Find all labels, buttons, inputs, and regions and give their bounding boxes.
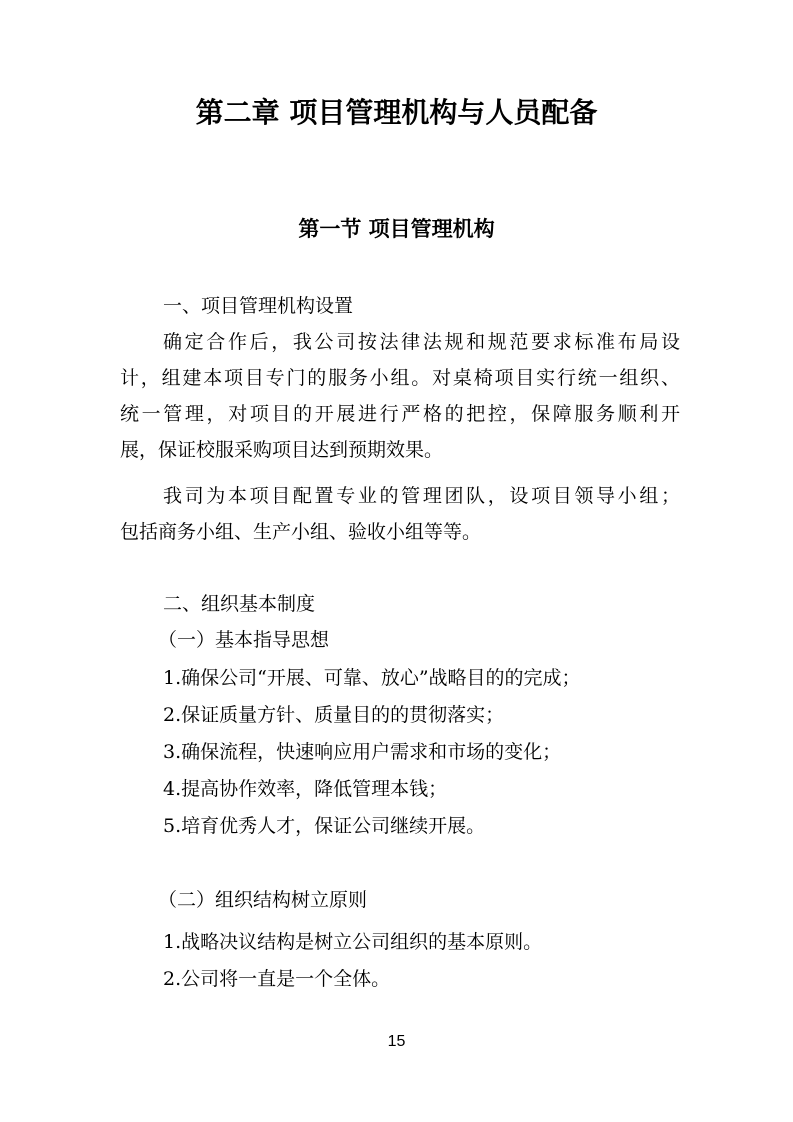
paragraph-line: 我司为本项目配置专业的管理团队，设项目领导小组； [163,485,680,507]
paragraph-line: 统一管理，对项目的开展进行严格的把控，保障服务顺利开 [120,403,680,425]
list-item: 1.确保公司“开展、可靠、放心”战略目的的完成； [163,667,581,689]
list-item: 3.确保流程，快速响应用户需求和市场的变化； [163,741,562,763]
paragraph-line: 确定合作后，我公司按法律法规和规范要求标准布局设 [163,331,680,353]
page-number: 15 [387,1033,406,1050]
paragraph-line: 包括商务小组、生产小组、验收小组等等。 [120,521,482,543]
heading-org-setup: 一、项目管理机构设置 [163,295,354,317]
list-item: 5.培育优秀人才，保证公司继续开展。 [163,815,486,837]
list-item: 2.保证质量方针、质量目的的贯彻落实； [163,704,505,726]
paragraph-line: 展，保证校服采购项目达到预期效果。 [120,439,444,461]
section-title: 第一节 项目管理机构 [298,217,495,241]
list-item: 4.提高协作效率，降低管理本钱； [163,778,448,800]
heading-org-system: 二、组织基本制度 [163,593,316,615]
list-item: 2.公司将一直是一个全体。 [163,968,391,990]
list-item: 1.战略决议结构是树立公司组织的基本原则。 [163,931,543,953]
subheading-structure-principles: （二）组织结构树立原则 [158,889,368,911]
subheading-guiding-principles: （一）基本指导思想 [158,629,330,651]
paragraph-line: 计，组建本项目专门的服务小组。对桌椅项目实行统一组织、 [120,367,680,389]
chapter-title: 第二章 项目管理机构与人员配备 [195,96,598,129]
